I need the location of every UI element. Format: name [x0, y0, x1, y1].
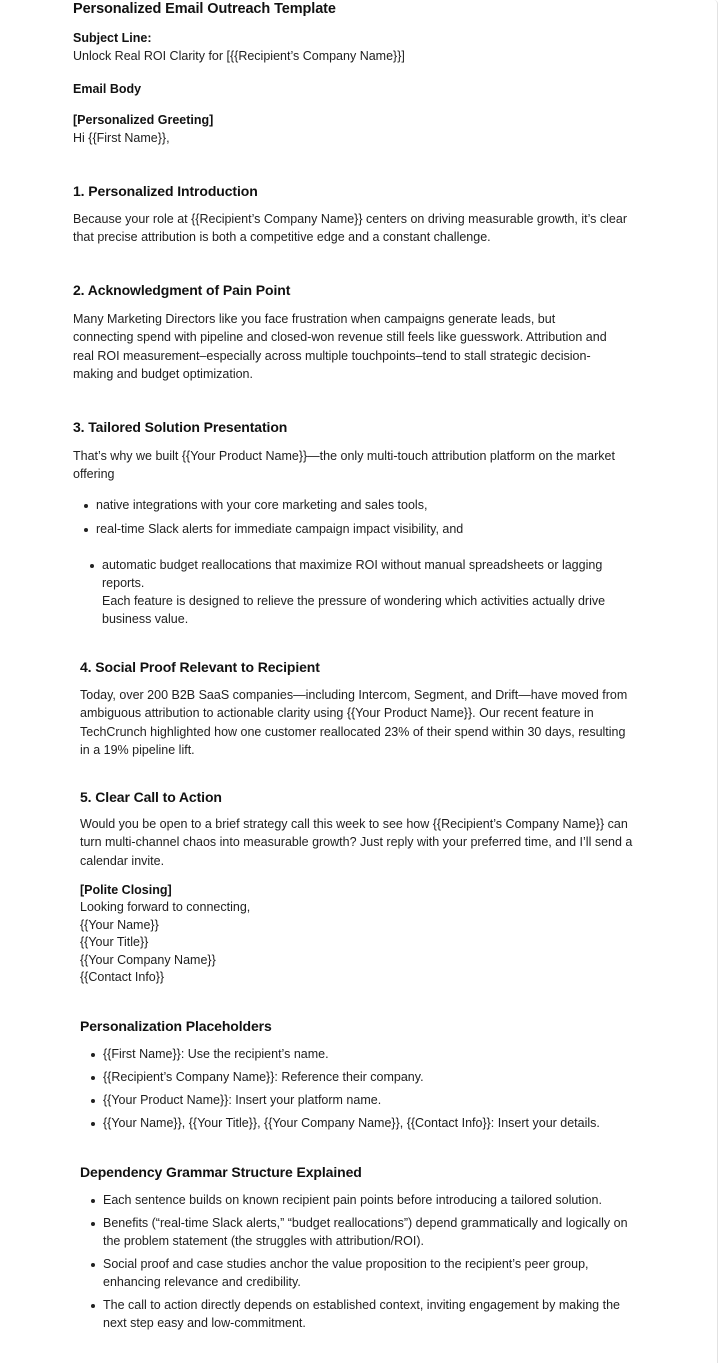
features-list: [96, 496, 656, 538]
grammar-heading: Dependency Grammar Structure Explained: [80, 1164, 362, 1180]
section-heading: 1. Personalized Introduction: [73, 183, 258, 199]
section-paragraph: Would you be open to a brief strategy call this week to see how {{Recipient’s Company Name}} can turn multi-channel chaos into measurable growth? Just reply with your preferred time, and I’ll send a calendar invite.: [80, 817, 633, 868]
email-body-label: Email Body: [73, 82, 142, 96]
subject-line-label: Subject Line:: [73, 31, 152, 45]
list-item-continuation: Each feature is designed to relieve the pressure of wondering which activities actually drive business value.: [102, 594, 606, 626]
section-heading: 5. Clear Call to Action: [80, 789, 222, 805]
list-item: {{Your Name}}, {{Your Title}}, {{Your Company Name}}, {{Contact Info}}: Insert your details.: [103, 1114, 663, 1132]
document-title: Personalized Email Outreach Template: [73, 1, 336, 17]
subject-line-value: Unlock Real ROI Clarity for [{{Recipient’s Company Name}}]: [73, 49, 405, 63]
section-paragraph: Today, over 200 B2B SaaS companies—including Intercom, Segment, and Drift—have moved from ambiguous attribution to actionable clarity using {{Your Product Name}}. Our recent feature in TechCrunch highlighted how one customer reallocated 23% of their spend within 30 days, resulting in a 19% pipeline lift.: [80, 688, 628, 757]
section-paragraph: Many Marketing Directors like you face frustration when campaigns generate leads, but connecting spend with pipeline and closed-won revenue still feels like guesswork. Attribution and real ROI measurement–especially across multiple touchpoints–tend to stall strategic decision-making and budget optimization.: [73, 312, 607, 381]
list-item: Benefits (“real-time Slack alerts,” “budget reallocations”) depend grammatically and logically on the problem statement (the struggles with attribution/ROI).: [103, 1214, 633, 1250]
closing-line: Looking forward to connecting,: [80, 900, 251, 914]
closing-line: {{Contact Info}}: [80, 970, 165, 984]
list-item: real-time Slack alerts for immediate campaign impact visibility, and: [96, 520, 656, 538]
features-list-continued: [102, 556, 632, 628]
list-item: Each sentence builds on known recipient pain points before introducing a tailored solution.: [103, 1191, 633, 1209]
list-item: [102, 556, 632, 628]
list-item: {{Your Product Name}}: Insert your platform name.: [103, 1091, 663, 1109]
list-item: {{Recipient’s Company Name}}: Reference their company.: [103, 1068, 663, 1086]
list-item: {{First Name}}: Use the recipient’s name.: [103, 1045, 663, 1063]
section-paragraph: That’s why we built {{Your Product Name}}—the only multi-touch attribution platform on the market offering: [73, 449, 615, 482]
placeholders-list: [103, 1045, 663, 1132]
list-item: native integrations with your core marketing and sales tools,: [96, 496, 656, 514]
greeting-value: Hi {{First Name}},: [73, 131, 170, 145]
closing-line: {{Your Title}}: [80, 935, 149, 949]
section-heading: 2. Acknowledgment of Pain Point: [73, 282, 291, 298]
list-item-text: automatic budget reallocations that maximize ROI without manual spreadsheets or lagging reports.: [102, 558, 603, 590]
section-heading: 3. Tailored Solution Presentation: [73, 419, 288, 435]
closing-label: [Polite Closing]: [80, 883, 172, 897]
list-item: Social proof and case studies anchor the value proposition to the recipient’s peer group, enhancing relevance and credibility.: [103, 1255, 633, 1291]
greeting-label: [Personalized Greeting]: [73, 113, 214, 127]
placeholders-heading: Personalization Placeholders: [80, 1018, 272, 1034]
closing-line: {{Your Name}}: [80, 918, 159, 932]
section-heading: 4. Social Proof Relevant to Recipient: [80, 659, 320, 675]
grammar-list: [103, 1191, 633, 1332]
section-paragraph: Because your role at {{Recipient’s Company Name}} centers on driving measurable growth, it’s clear that precise attribution is both a competitive edge and a constant challenge.: [73, 212, 627, 245]
list-item: The call to action directly depends on established context, inviting engagement by making the next step easy and low-commitment.: [103, 1296, 633, 1332]
closing-line: {{Your Company Name}}: [80, 953, 216, 967]
